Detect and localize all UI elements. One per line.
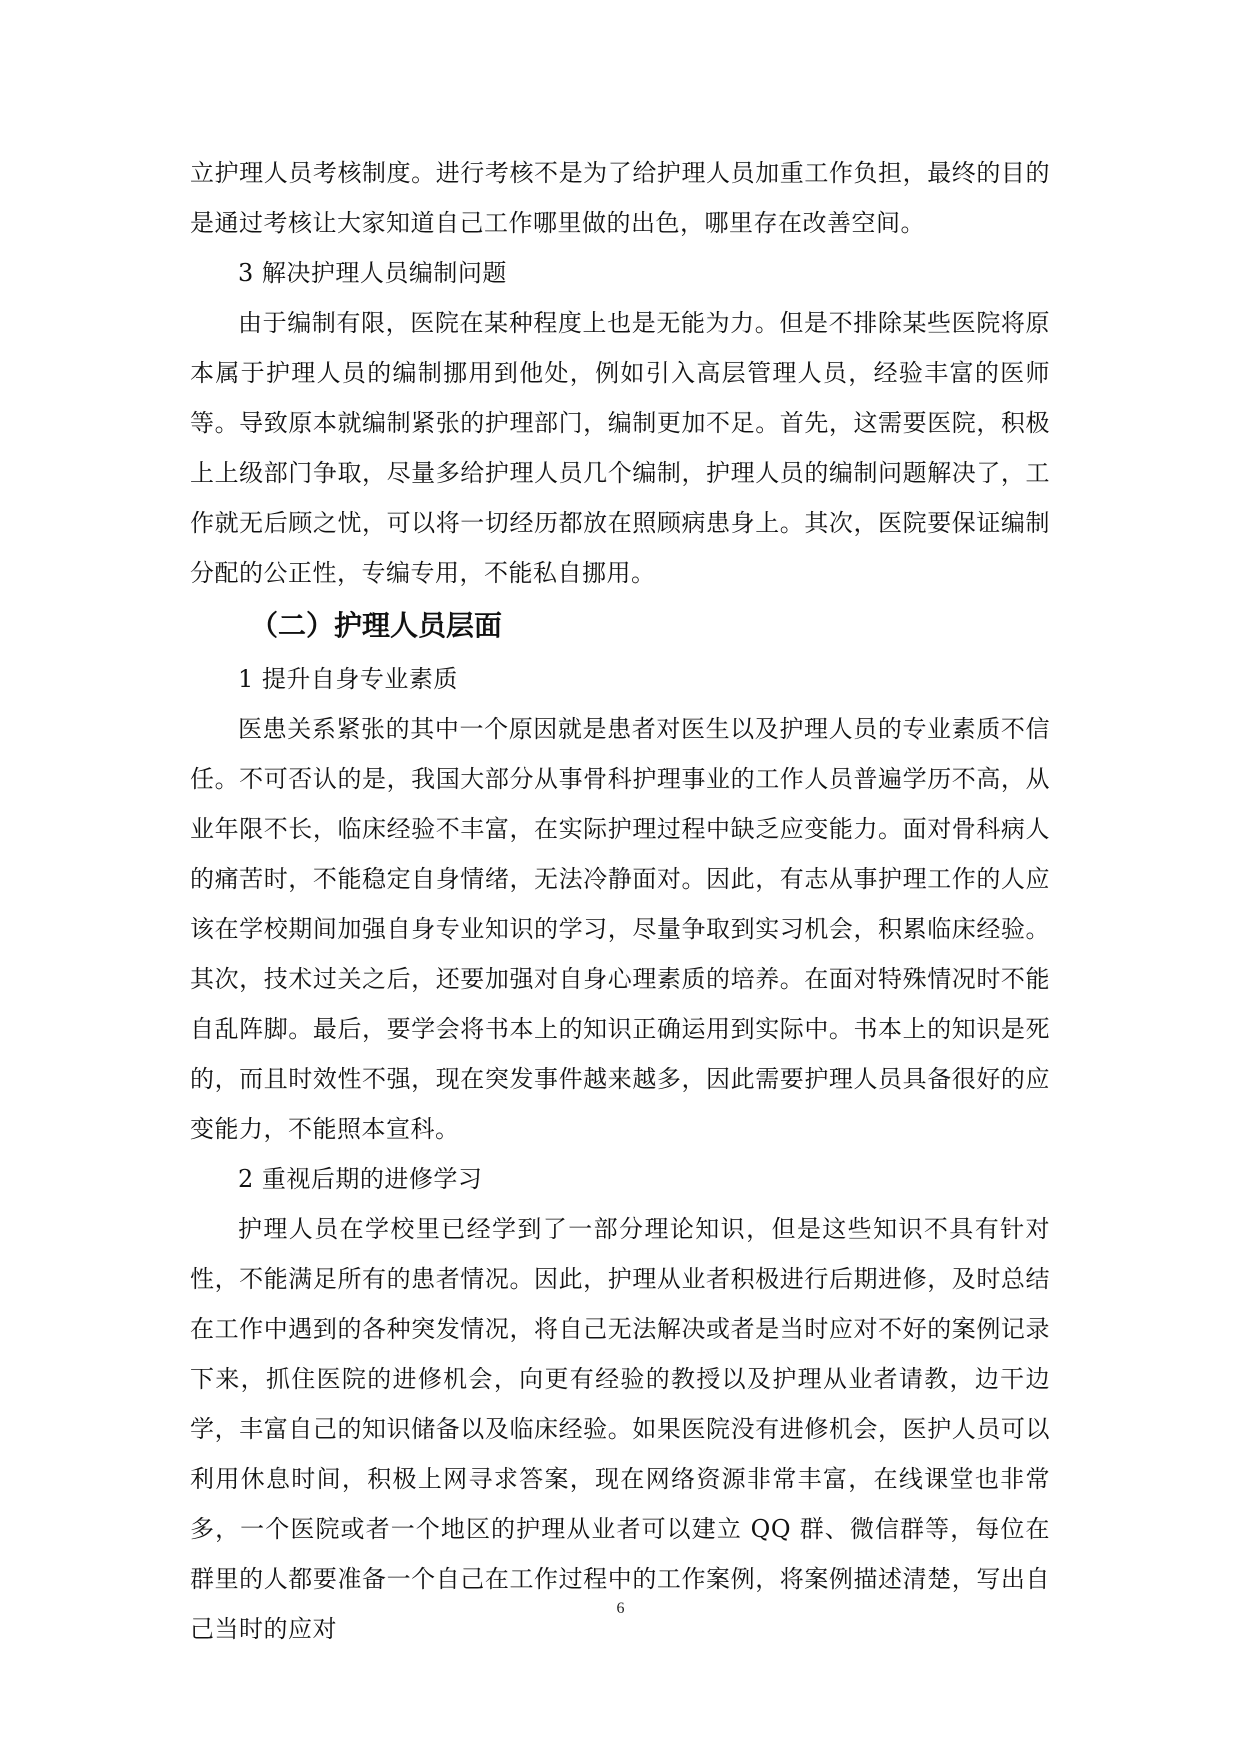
paragraph-continuation: 立护理人员考核制度。进行考核不是为了给护理人员加重工作负担，最终的目的是通过考核让大家知道自己工作哪里做的出色，哪里存在改善空间。 bbox=[190, 159, 1050, 237]
subheading-further-study: 2 重视后期的进修学习 bbox=[238, 1165, 483, 1193]
page-number: 6 bbox=[616, 1600, 625, 1617]
document-body bbox=[190, 148, 1050, 1654]
paragraph-further-study: 护理人员在学校里已经学到了一部分理论知识，但是这些知识不具有针对性，不能满足所有的患者情况。因此，护理从业者积极进行后期进修，及时总结在工作中遇到的各种突发情况，将自己无法解决或者是当时应对不好的案例记录下来，抓住医院的进修机会，向更有经验的教授以及护理从业者请教，边干边学，丰富自己的知识储备以及临床经验。如果医院没有进修机会，医护人员可以利用休息时间，积极上网寻求答案，现在网络资源非常丰富，在线课堂也非常多，一个医院或者一个地区的护理从业者可以建立 QQ 群、微信群等，每位在群里的人都要准备一个自己在工作过程中的工作案例，将案例描述清楚，写出自己当时的应对 bbox=[190, 1215, 1050, 1643]
section-heading-nursing-staff: （二）护理人员层面 bbox=[250, 609, 503, 642]
subheading-staffing-quota: 3 解决护理人员编制问题 bbox=[238, 259, 507, 287]
paragraph-staffing-quota: 由于编制有限，医院在某种程度上也是无能为力。但是不排除某些医院将原本属于护理人员的编制挪用到他处，例如引入高层管理人员，经验丰富的医师等。导致原本就编制紧张的护理部门，编制更加不足。首先，这需要医院，积极上上级部门争取，尽量多给护理人员几个编制，护理人员的编制问题解决了，工作就无后顾之忧，可以将一切经历都放在照顾病患身上。其次，医院要保证编制分配的公正性，专编专用，不能私自挪用。 bbox=[190, 309, 1050, 587]
paragraph-professional-quality: 医患关系紧张的其中一个原因就是患者对医生以及护理人员的专业素质不信任。不可否认的是，我国大部分从事骨科护理事业的工作人员普遍学历不高，从业年限不长，临床经验不丰富，在实际护理过程中缺乏应变能力。面对骨科病人的痛苦时，不能稳定自身情绪，无法冷静面对。因此，有志从事护理工作的人应该在学校期间加强自身专业知识的学习，尽量争取到实习机会，积累临床经验。其次，技术过关之后，还要加强对自身心理素质的培养。在面对特殊情况时不能自乱阵脚。最后，要学会将书本上的知识正确运用到实际中。书本上的知识是死的，而且时效性不强，现在突发事件越来越多，因此需要护理人员具备很好的应变能力，不能照本宣科。 bbox=[190, 715, 1050, 1143]
subheading-professional-quality: 1 提升自身专业素质 bbox=[238, 665, 458, 693]
